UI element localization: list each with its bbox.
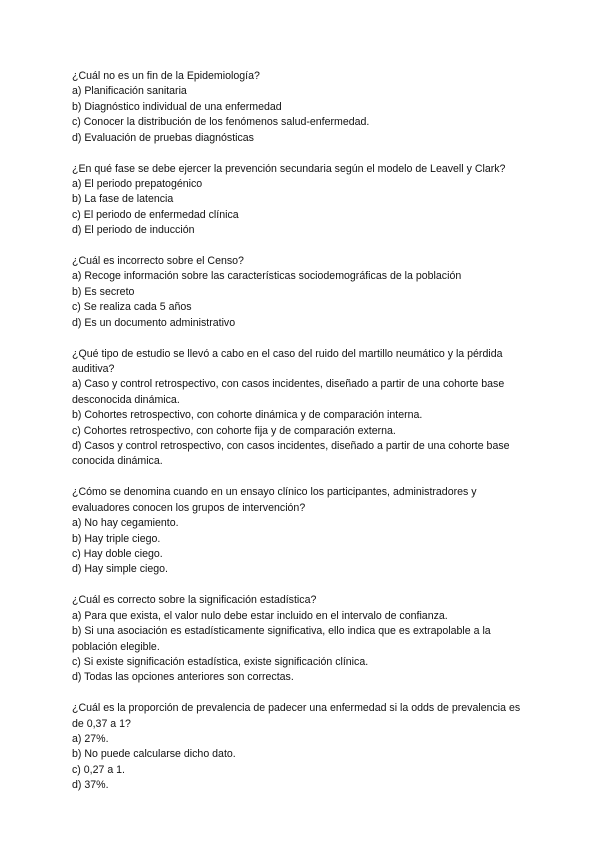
question-text: ¿Cuál es la proporción de prevalencia de padecer una enfermedad si la odds de prevalencia es de 0,37 a 1?	[72, 702, 521, 730]
question-text: ¿Cuál no es un fin de la Epidemiología?	[72, 70, 260, 82]
option-b: b) Diagnóstico individual de una enfermedad	[72, 100, 282, 113]
question-text: ¿Cuál es correcto sobre la significación estadística?	[72, 594, 317, 607]
option-c: c) Se realiza cada 5 años	[72, 301, 192, 314]
option-d: d) Casos y control retrospectivo, con casos incidentes, diseñado a partir de una cohorte base conocida dinámica.	[72, 440, 510, 468]
option-c: c) Conocer la distribución de los fenómenos salud-enfermedad.	[72, 116, 370, 129]
option-c: c) Hay doble ciego.	[72, 547, 163, 560]
option-c: c) Si existe significación estadística, existe significación clínica.	[72, 655, 369, 668]
option-a: a) El periodo prepatogénico	[72, 177, 203, 190]
question-7	[72, 701, 532, 793]
question-3	[72, 254, 532, 331]
option-a: a) 27%.	[72, 733, 109, 746]
option-d: d) El periodo de inducción	[72, 224, 195, 237]
option-b: b) Hay triple ciego.	[72, 532, 161, 545]
option-b: b) Cohortes retrospectivo, con cohorte dinámica y de comparación interna.	[72, 409, 423, 422]
option-b: b) Si una asociación es estadísticamente significativa, ello indica que es extrapolable a la población elegible.	[72, 625, 491, 653]
option-c: c) 0,27 a 1.	[72, 763, 125, 776]
question-1	[72, 69, 532, 146]
question-text: ¿Qué tipo de estudio se llevó a cabo en el caso del ruido del martillo neumático y la pérdida auditiva?	[72, 347, 503, 375]
option-a: a) Recoge información sobre las características sociodemográficas de la población	[72, 270, 462, 283]
question-6	[72, 593, 532, 685]
option-c: c) Cohortes retrospectivo, con cohorte fija y de comparación externa.	[72, 424, 396, 437]
option-b: b) No puede calcularse dicho dato.	[72, 748, 236, 761]
question-text: ¿Cuál es incorrecto sobre el Censo?	[72, 255, 244, 268]
option-c: c) El periodo de enfermedad clínica	[72, 208, 239, 221]
option-d: d) Hay simple ciego.	[72, 563, 168, 576]
question-2	[72, 162, 532, 239]
option-d: d) 37%.	[72, 779, 109, 792]
question-5	[72, 485, 532, 577]
question-text: ¿Cómo se denomina cuando en un ensayo clínico los participantes, administradores y evaluadores conocen los grupos de intervención?	[72, 486, 477, 514]
option-d: d) Todas las opciones anteriores son correctas.	[72, 671, 294, 684]
option-b: b) La fase de latencia	[72, 193, 174, 206]
option-b: b) Es secreto	[72, 285, 135, 298]
question-text: ¿En qué fase se debe ejercer la prevención secundaria según el modelo de Leavell y Clark?	[72, 162, 506, 175]
option-a: a) Planificación sanitaria	[72, 85, 187, 98]
option-a: a) No hay cegamiento.	[72, 517, 179, 530]
option-d: d) Es un documento administrativo	[72, 316, 236, 329]
option-a: a) Caso y control retrospectivo, con casos incidentes, diseñado a partir de una cohorte base desconocida dinámica.	[72, 378, 505, 406]
question-list	[72, 69, 532, 809]
option-d: d) Evaluación de pruebas diagnósticas	[72, 131, 254, 144]
question-4	[72, 347, 532, 470]
option-a: a) Para que exista, el valor nulo debe estar incluido en el intervalo de confianza.	[72, 609, 448, 622]
